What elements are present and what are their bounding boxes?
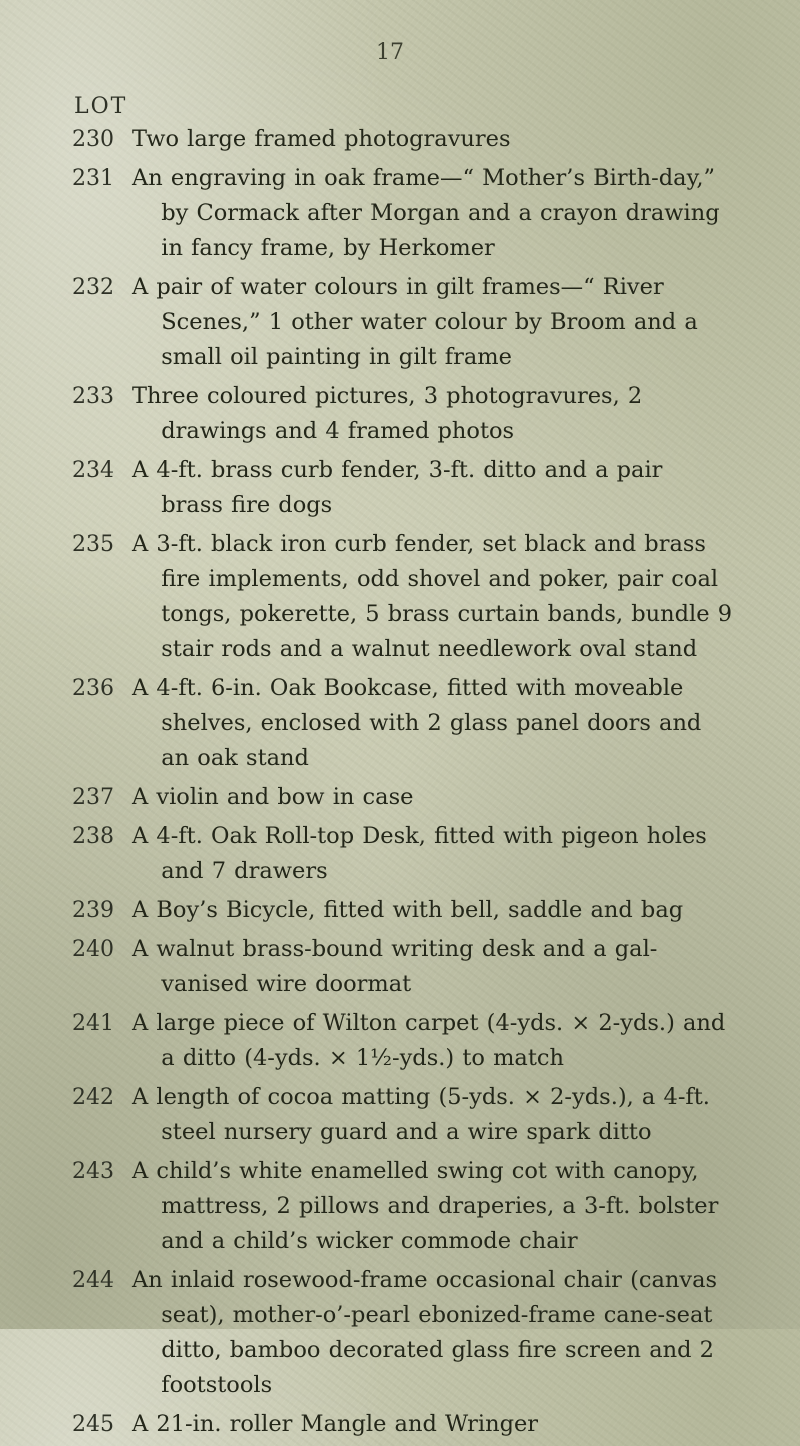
- lot-number: 243: [72, 1159, 114, 1184]
- lot-entry: [0, 893, 800, 928]
- lot-entry: [0, 932, 800, 1002]
- lot-description: Two large framed photogravures: [132, 126, 511, 152]
- lot-number: 245: [72, 1412, 114, 1437]
- lot-number: 233: [72, 384, 114, 409]
- lot-entry: [0, 453, 800, 523]
- lot-list: [0, 122, 800, 1446]
- lot-description: A child’s white enamelled swing cot with canopy, mattress, 2 pillows and draperies, a 3-ft. bolster and a child’s wicker commode chair: [132, 1158, 719, 1254]
- lot-description: Three coloured pictures, 3 photogravures, 2 drawings and 4 framed photos: [132, 383, 643, 444]
- lot-number: 232: [72, 275, 114, 300]
- lot-description: An inlaid rosewood-frame occasional chair (canvas seat), mother-o’-pearl ebonized-frame cane-seat ditto, bamboo decorated glass fire screen and 2 footstools: [132, 1267, 718, 1398]
- lot-description: A 4-ft. 6-in. Oak Bookcase, fitted with moveable shelves, enclosed with 2 glass panel doors and an oak stand: [132, 675, 702, 771]
- lot-description: A pair of water colours in gilt frames—“ River Scenes,” 1 other water colour by Broom and a small oil painting in gilt frame: [132, 274, 698, 370]
- lot-number: 238: [72, 824, 114, 849]
- lot-entry: [0, 1154, 800, 1259]
- lot-entry: [0, 671, 800, 776]
- lot-number: 239: [72, 898, 114, 923]
- lot-entry: [0, 1407, 800, 1442]
- lot-description: A 4-ft. Oak Roll-top Desk, fitted with pigeon holes and 7 drawers: [132, 823, 707, 884]
- lot-entry: [0, 819, 800, 889]
- lot-number: 230: [72, 127, 114, 152]
- lot-entry: [0, 527, 800, 667]
- lot-description: A 3-ft. black iron curb fender, set black and brass fire implements, odd shovel and poker, pair coal tongs, pokerette, 5 brass curtain bands, bundle 9 stair rods and a walnut needlework oval stand: [132, 531, 733, 662]
- lot-number: 244: [72, 1268, 114, 1293]
- lot-number: 235: [72, 532, 114, 557]
- lot-number: 237: [72, 785, 114, 810]
- lot-entry: [0, 161, 800, 266]
- lot-entry: [0, 379, 800, 449]
- lot-number: 236: [72, 676, 114, 701]
- lot-description: A length of cocoa matting (5-yds. × 2-yds.), a 4-ft. steel nursery guard and a wire spark ditto: [132, 1084, 710, 1145]
- lot-entry: [0, 122, 800, 157]
- lot-number: 234: [72, 458, 114, 483]
- lot-description: A 21-in. roller Mangle and Wringer: [132, 1411, 539, 1437]
- page-number: 17: [376, 40, 404, 65]
- lot-entry: [0, 1263, 800, 1403]
- lot-entry: [0, 1080, 800, 1150]
- lot-description: A large piece of Wilton carpet (4-yds. × 2-yds.) and a ditto (4-yds. × 1½-yds.) to match: [132, 1010, 726, 1071]
- lot-entry: [0, 780, 800, 815]
- lot-description: A walnut brass-bound writing desk and a gal-vanised wire doormat: [132, 936, 658, 997]
- lot-number: 242: [72, 1085, 114, 1110]
- lot-description: A 4-ft. brass curb fender, 3-ft. ditto and a pair brass fire dogs: [132, 457, 663, 518]
- lot-entry: [0, 270, 800, 375]
- lot-number: 231: [72, 166, 114, 191]
- lot-number: 241: [72, 1011, 114, 1036]
- lot-description: A Boy’s Bicycle, fitted with bell, saddle and bag: [132, 897, 684, 923]
- lot-entry: [0, 1006, 800, 1076]
- lot-description: An engraving in oak frame—“ Mother’s Birth-day,” by Cormack after Morgan and a crayon drawing in fancy frame, by Herkomer: [132, 165, 720, 261]
- lot-description: A violin and bow in case: [132, 784, 414, 810]
- lot-column-header: LOT: [74, 94, 128, 119]
- lot-number: 240: [72, 937, 114, 962]
